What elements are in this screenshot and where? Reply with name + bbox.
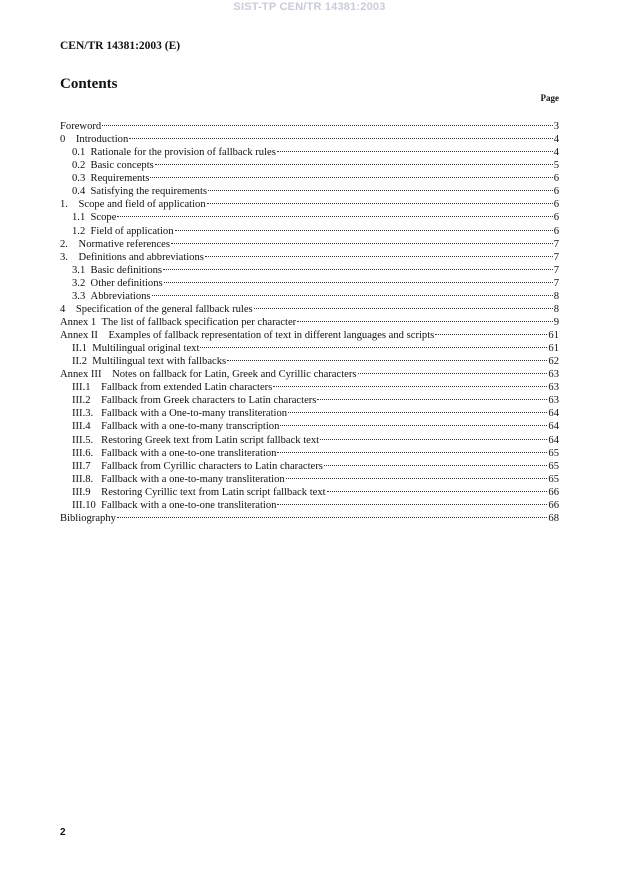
toc-entry[interactable]: [60, 290, 559, 303]
toc-dot-leader: [435, 334, 547, 335]
toc-entry-page: 65: [548, 460, 559, 472]
toc-entry-title: Annex III Notes on fallback for Latin, Greek and Cyrillic characters: [60, 369, 357, 381]
toc-entry-title: Bibliography: [60, 512, 116, 524]
toc-entry-title: Annex II Examples of fallback representation of text in different languages and scripts: [60, 330, 435, 341]
toc-dot-leader: [297, 321, 553, 322]
toc-entry-title: 1.2 Field of application: [72, 225, 174, 237]
toc-entry[interactable]: [60, 225, 559, 238]
toc-dot-leader: [207, 203, 553, 204]
toc-entry[interactable]: [60, 329, 559, 342]
toc-entry-page: 7: [553, 238, 559, 250]
toc-entry[interactable]: [60, 434, 559, 447]
toc-entry[interactable]: [60, 407, 559, 420]
toc-entry-title: Annex 1 The list of fallback specification per character: [60, 316, 297, 328]
toc-dot-leader: [164, 282, 553, 283]
toc-entry-page: 68: [548, 512, 559, 524]
toc-entry-title: 3.3 Abbreviations: [72, 290, 151, 302]
toc-entry-page: 8: [553, 303, 559, 315]
toc-entry-page: 8: [553, 290, 559, 302]
toc-entry-page: 62: [548, 356, 559, 368]
toc-entry-title: 0 Introduction: [60, 134, 129, 146]
toc-entry-title: 2. Normative references: [60, 238, 171, 250]
toc-entry[interactable]: [60, 355, 559, 368]
toc-entry-page: 6: [553, 199, 559, 211]
toc-entry-title: 0.1 Rationale for the provision of fallback rules: [72, 147, 276, 159]
toc-entry[interactable]: [60, 381, 559, 394]
toc-entry-title: II.2 Multilingual text with fallbacks: [72, 356, 227, 368]
toc-entry-title: III.10 Fallback with a one-to-one transliteration: [72, 499, 277, 511]
toc-dot-leader: [273, 386, 547, 387]
toc-entry-title: 1.1 Scope: [72, 212, 117, 224]
toc-entry[interactable]: [60, 303, 559, 316]
toc-entry-page: 6: [553, 225, 559, 237]
toc-entry-title: 0.2 Basic concepts: [72, 160, 154, 172]
toc-entry[interactable]: [60, 486, 559, 499]
toc-entry-page: 63: [548, 395, 559, 407]
toc-entry-page: 7: [553, 277, 559, 289]
table-of-contents: [60, 120, 559, 525]
toc-entry[interactable]: [60, 172, 559, 185]
toc-entry[interactable]: [60, 185, 559, 198]
toc-entry-page: 63: [548, 369, 559, 381]
toc-entry-page: 9: [553, 316, 559, 328]
toc-entry-page: 4: [553, 134, 559, 146]
toc-entry-title: III.7 Fallback from Cyrillic characters to Latin characters: [72, 460, 323, 472]
toc-entry-title: 0.3 Requirements: [72, 173, 150, 185]
toc-dot-leader: [155, 164, 553, 165]
watermark: SIST-TP CEN/TR 14381:2003: [233, 1, 386, 13]
toc-entry[interactable]: [60, 146, 559, 159]
toc-entry[interactable]: [60, 277, 559, 290]
toc-entry-title: III.5. Restoring Greek text from Latin script fallback text: [72, 434, 320, 446]
toc-dot-leader: [277, 452, 547, 453]
toc-entry[interactable]: [60, 460, 559, 473]
toc-entry[interactable]: [60, 211, 559, 224]
contents-heading: Contents: [60, 76, 118, 92]
toc-entry-page: 7: [553, 251, 559, 263]
toc-entry-title: 0.4 Satisfying the requirements: [72, 186, 208, 198]
toc-dot-leader: [317, 399, 547, 400]
toc-dot-leader: [117, 517, 547, 518]
toc-dot-leader: [129, 138, 552, 139]
page-column-label: Page: [540, 93, 559, 103]
toc-entry-title: 4 Specification of the general fallback rules: [60, 303, 253, 315]
toc-entry-page: 6: [553, 186, 559, 198]
toc-entry-title: III.4 Fallback with a one-to-many transcription: [72, 421, 280, 433]
toc-entry[interactable]: [60, 264, 559, 277]
toc-dot-leader: [175, 230, 553, 231]
toc-entry-title: 3.2 Other definitions: [72, 277, 163, 289]
toc-dot-leader: [324, 465, 548, 466]
toc-dot-leader: [286, 478, 548, 479]
toc-entry-page: 66: [548, 486, 559, 498]
toc-dot-leader: [117, 216, 552, 217]
toc-entry-page: 4: [553, 147, 559, 159]
page-number: 2: [60, 827, 66, 838]
toc-entry-title: III.8. Fallback with a one-to-many transliteration: [72, 473, 285, 485]
toc-entry[interactable]: [60, 120, 559, 133]
toc-entry-page: 63: [548, 382, 559, 394]
toc-dot-leader: [163, 269, 553, 270]
document-id: CEN/TR 14381:2003 (E): [60, 40, 181, 52]
toc-dot-leader: [280, 425, 547, 426]
toc-dot-leader: [102, 125, 553, 126]
toc-entry-page: 64: [548, 434, 559, 446]
toc-entry-page: 65: [548, 473, 559, 485]
toc-entry[interactable]: [60, 512, 559, 525]
toc-entry[interactable]: [60, 473, 559, 486]
toc-entry-page: 61: [548, 330, 559, 341]
toc-entry-page: 6: [553, 212, 559, 224]
toc-entry[interactable]: [60, 447, 559, 460]
toc-entry-title: Foreword: [60, 121, 102, 132]
toc-dot-leader: [152, 295, 553, 296]
toc-dot-leader: [358, 373, 548, 374]
toc-entry[interactable]: [60, 394, 559, 407]
toc-entry-title: 3. Definitions and abbreviations: [60, 251, 204, 263]
toc-entry-title: 1. Scope and field of application: [60, 199, 206, 211]
toc-entry-title: III.1 Fallback from extended Latin characters: [72, 382, 273, 394]
toc-entry[interactable]: [60, 251, 559, 264]
toc-entry-page: 65: [548, 447, 559, 459]
toc-entry[interactable]: [60, 316, 559, 329]
toc-entry[interactable]: [60, 133, 559, 146]
toc-entry-title: III.3. Fallback with a One-to-many transliteration: [72, 408, 288, 420]
toc-entry-page: 7: [553, 264, 559, 276]
toc-entry[interactable]: [60, 159, 559, 172]
toc-dot-leader: [288, 412, 547, 413]
toc-entry-page: 61: [548, 343, 559, 355]
toc-dot-leader: [277, 504, 547, 505]
toc-dot-leader: [327, 491, 548, 492]
toc-dot-leader: [208, 190, 553, 191]
toc-dot-leader: [227, 360, 547, 361]
toc-entry-title: 3.1 Basic definitions: [72, 264, 163, 276]
toc-dot-leader: [277, 151, 553, 152]
toc-dot-leader: [200, 347, 547, 348]
toc-dot-leader: [254, 308, 553, 309]
toc-entry-page: 66: [548, 499, 559, 511]
toc-entry-page: 5: [553, 160, 559, 172]
toc-entry[interactable]: [60, 499, 559, 512]
toc-entry-page: 3: [553, 121, 559, 132]
toc-entry[interactable]: [60, 368, 559, 381]
toc-entry[interactable]: [60, 238, 559, 251]
toc-dot-leader: [320, 439, 547, 440]
toc-entry-page: 64: [548, 408, 559, 420]
toc-entry-title: II.1 Multilingual original text: [72, 343, 200, 355]
toc-dot-leader: [150, 177, 552, 178]
toc-dot-leader: [205, 256, 553, 257]
toc-entry[interactable]: [60, 342, 559, 355]
toc-dot-leader: [171, 243, 553, 244]
toc-entry-title: III.6. Fallback with a one-to-one transliteration: [72, 447, 277, 459]
toc-entry-page: 6: [553, 173, 559, 185]
toc-entry-title: III.2 Fallback from Greek characters to Latin characters: [72, 395, 317, 407]
toc-entry-title: III.9 Restoring Cyrillic text from Latin script fallback text: [72, 486, 326, 498]
toc-entry[interactable]: [60, 420, 559, 433]
toc-entry-page: 64: [548, 421, 559, 433]
toc-entry[interactable]: [60, 198, 559, 211]
